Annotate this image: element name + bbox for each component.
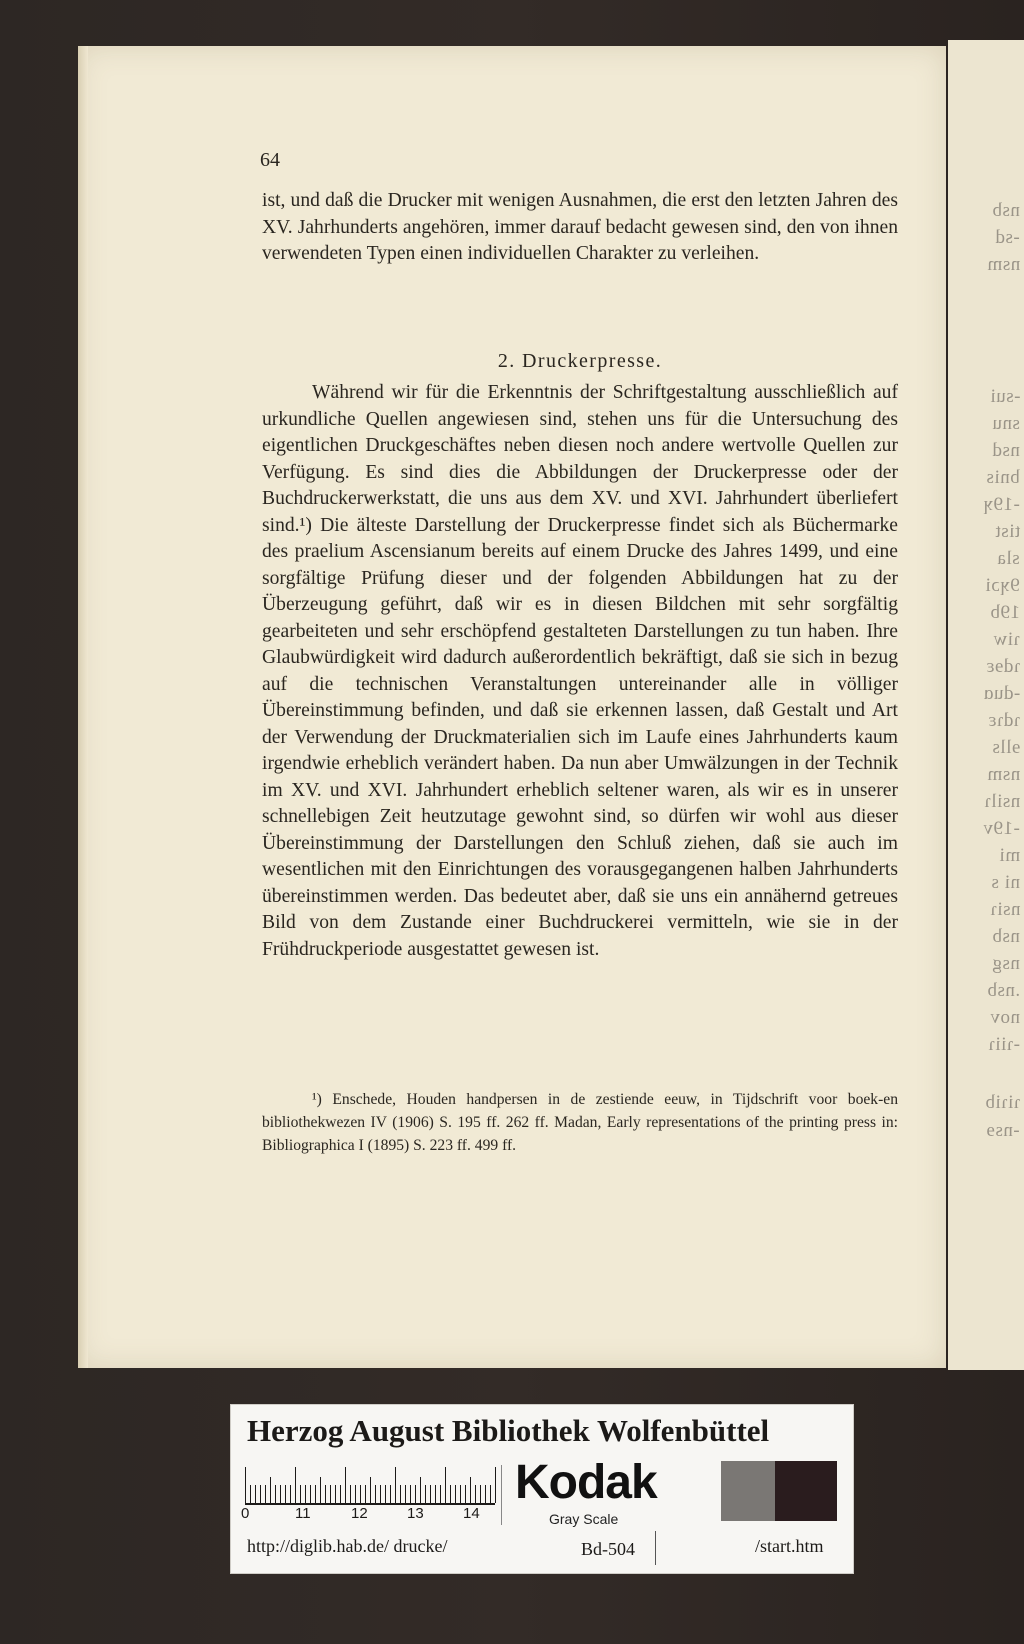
ruler-tick	[350, 1485, 351, 1503]
ruler-tick	[485, 1485, 486, 1503]
ruler-tick	[260, 1485, 261, 1503]
ruler-tick	[270, 1477, 271, 1503]
gray-swatch	[721, 1461, 775, 1521]
ruler-tick	[325, 1485, 326, 1503]
bleed-through-text: .nsb	[986, 980, 1020, 1001]
bleed-through-text: nsilɿ	[983, 791, 1020, 812]
ruler-tick	[385, 1485, 386, 1503]
ruler-tick	[390, 1485, 391, 1503]
ruler-tick	[310, 1485, 311, 1503]
ruler-tick	[280, 1485, 281, 1503]
ruler-label: 0	[241, 1505, 250, 1522]
body-text: Während wir für die Erkenntnis der Schriftgestaltung ausschließlich auf urkundliche Quellen angewiesen sind, stehen uns für die Untersuchung des eigentlichen Druckgeschäftes neben diesen noch andere wertvolle Quellen zur Verfügung. Es sind dies die Abbildungen der Druckerpresse oder der Buchdruckerwerkstatt, die uns aus dem XV. und XVI. Jahrhundert überliefert sind.¹) Die älteste Darstellung der Druckerpresse findet sich als Büchermarke des praelium Ascensianum bereits auf einem Drucke des Jahres 1499, und eine sorgfältige Prüfung dieser und der folgenden Abbildungen hat zu der Überzeugung geführt, daß wir es in diesen Bildchen mit sehr sorgfältig gearbeiteten und sehr erschöpfend gestalteten Darstellungen zu tun haben. Ihre Glaubwürdigkeit wird dadurch außerordentlich bekräftigt, daß sie sich in bezug auf die technischen Veranstaltungen untereinander alle in völliger Übereinstimmung befinden, und daß sie erkennen lassen, daß Gestalt und Art der Verwendung der Druckmaterialien sich im Laufe eines Jahrhunderts kaum irgendwie erheblich verändert haben. Da nun aber Umwälzungen in der Technik im XV. und XVI. Jahrhundert erheblich seltener waren, als wir es in unserer schnellebigen Zeit heutzutage gewohnt sind, so dürfen wir wohl aus dieser Übereinstimmung der Darstellungen den Schluß ziehen, daß sie auch im wesentlichen mit den Einrichtungen des vorausgegangenen halben Jahrhunderts übereinstimmen werden. Das bedeutet aber, daß sie uns ein annähernd getreues Bild von dem Zustande einer Buchdruckerei vermitteln, wie sie in der Frühdruckperiode ausgestattet gewesen ist.	[262, 382, 898, 960]
ruler-tick	[345, 1467, 346, 1503]
ruler-tick	[365, 1485, 366, 1503]
bleed-through-text: ɿdɿɛ	[987, 710, 1020, 731]
bleed-through-text: sla	[997, 548, 1020, 569]
bleed-through-text: ɘlls	[991, 737, 1020, 758]
ruler-tick	[315, 1485, 316, 1503]
bleed-through-text: -19ʞ	[983, 494, 1020, 515]
ruler-tick	[400, 1485, 401, 1503]
ruler-tick	[435, 1485, 436, 1503]
page-gutter-edge	[78, 46, 88, 1368]
bleed-through-text: nsb	[992, 200, 1020, 221]
ruler-tick	[405, 1485, 406, 1503]
ruler-tick	[440, 1485, 441, 1503]
bleed-through-text: -sd	[995, 227, 1020, 248]
ruler-tick	[340, 1485, 341, 1503]
footnote-block	[262, 1088, 898, 1157]
kodak-logo: Kodak	[515, 1456, 657, 1509]
ruler-tick	[495, 1467, 496, 1503]
ruler-tick	[395, 1467, 396, 1503]
ruler-tick	[255, 1485, 256, 1503]
ruler-tick	[360, 1485, 361, 1503]
shelfmark-divider	[655, 1531, 656, 1565]
ruler-tick	[420, 1477, 421, 1503]
facing-page-edge	[948, 40, 1024, 1370]
ruler-tick	[335, 1485, 336, 1503]
ruler-tick	[475, 1485, 476, 1503]
ruler-tick	[320, 1477, 321, 1503]
ruler-tick	[460, 1485, 461, 1503]
ruler-tick	[370, 1477, 371, 1503]
bleed-through-text: snu	[992, 413, 1020, 434]
ruler-divider	[501, 1465, 502, 1525]
ruler-tick	[250, 1485, 251, 1503]
bleed-through-text: mi	[998, 845, 1020, 866]
ruler-tick	[425, 1485, 426, 1503]
ruler-tick	[410, 1485, 411, 1503]
ruler-label: 13	[407, 1505, 424, 1522]
ruler-tick	[450, 1485, 451, 1503]
dark-swatch	[775, 1461, 837, 1521]
color-target-card	[230, 1404, 854, 1574]
ruler-tick	[275, 1485, 276, 1503]
ruler-label: 12	[351, 1505, 368, 1522]
ruler-tick	[265, 1485, 266, 1503]
bleed-through-text: ɿdɘɛ	[985, 656, 1020, 677]
ruler-tick	[285, 1485, 286, 1503]
start-url: /start.htm	[755, 1536, 824, 1556]
ruler-label: 11	[295, 1505, 311, 1522]
ruler-tick	[295, 1467, 296, 1503]
bleed-through-text: -ɿiiɿ	[987, 1034, 1020, 1055]
ruler-tick	[480, 1485, 481, 1503]
institution-name: Herzog August Bibliothek Wolfenbüttel	[247, 1413, 770, 1448]
ruler-tick	[465, 1485, 466, 1503]
ruler-tick	[380, 1485, 381, 1503]
ruler-tick	[245, 1467, 246, 1503]
ruler-tick	[355, 1485, 356, 1503]
scale-ruler	[245, 1463, 495, 1505]
ruler-tick	[300, 1485, 301, 1503]
bleed-through-text: nsb	[992, 926, 1020, 947]
bleed-through-text: ɿiw	[993, 629, 1020, 650]
bleed-through-text: nsm	[986, 254, 1020, 275]
section-heading: 2. Druckerpresse.	[497, 350, 663, 372]
ruler-tick	[455, 1485, 456, 1503]
bleed-through-text: ɿiɿib	[984, 1092, 1020, 1113]
bleed-through-text: nsiɿ	[989, 899, 1020, 920]
bleed-through-text: nsd	[992, 440, 1020, 461]
footnote-text: ¹) Enschede, Houden handpersen in de zestiende eeuw, in Tijdschrift voor boek-en bibliothekwezen IV (1906) S. 195 ff. 262 ff. Madan, Early representations of the printing press in: Bibliographica I (1895) S. 223 ff. 499 ff.	[262, 1091, 898, 1154]
main-paragraph	[262, 380, 898, 963]
shelfmark: Bd-504	[581, 1539, 635, 1559]
bleed-through-text: nsm	[986, 764, 1020, 785]
ruler-tick	[415, 1485, 416, 1503]
bleed-through-text: -sui	[989, 386, 1020, 407]
ruler-tick	[290, 1485, 291, 1503]
page-number: 64	[260, 149, 280, 171]
bleed-through-text: nsg	[992, 953, 1020, 974]
bleed-through-text: 19b	[990, 602, 1020, 623]
ruler-tick	[470, 1477, 471, 1503]
ruler-tick	[330, 1485, 331, 1503]
bleed-through-text: bnis	[986, 467, 1020, 488]
bleed-through-text: -19v	[983, 818, 1020, 839]
opening-paragraph	[262, 188, 898, 268]
ruler-tick	[305, 1485, 306, 1503]
ruler-tick	[445, 1467, 446, 1503]
paragraph-text: ist, und daß die Drucker mit wenigen Ausnahmen, die erst den letzten Jahren des XV. Jahrhunderts angehören, immer darauf bedacht gewesen sind, den von ihnen verwendeten Typen einen individuellen Charakter zu verleihen.	[262, 190, 898, 264]
bleed-through-text: tist	[994, 521, 1020, 542]
bleed-through-text: ni s	[991, 872, 1020, 893]
bleed-through-text: -nsɘ	[986, 1120, 1020, 1141]
bleed-through-text: -duɑ	[982, 683, 1020, 704]
bleed-through-text: nov	[990, 1007, 1020, 1028]
ruler-label: 14	[463, 1505, 480, 1522]
ruler-tick	[490, 1485, 491, 1503]
ruler-tick	[375, 1485, 376, 1503]
gray-scale-label: Gray Scale	[549, 1511, 619, 1527]
library-url: http://diglib.hab.de/ drucke/	[247, 1536, 448, 1556]
ruler-tick	[430, 1485, 431, 1503]
bleed-through-text: 9ʞɔi	[985, 575, 1020, 596]
